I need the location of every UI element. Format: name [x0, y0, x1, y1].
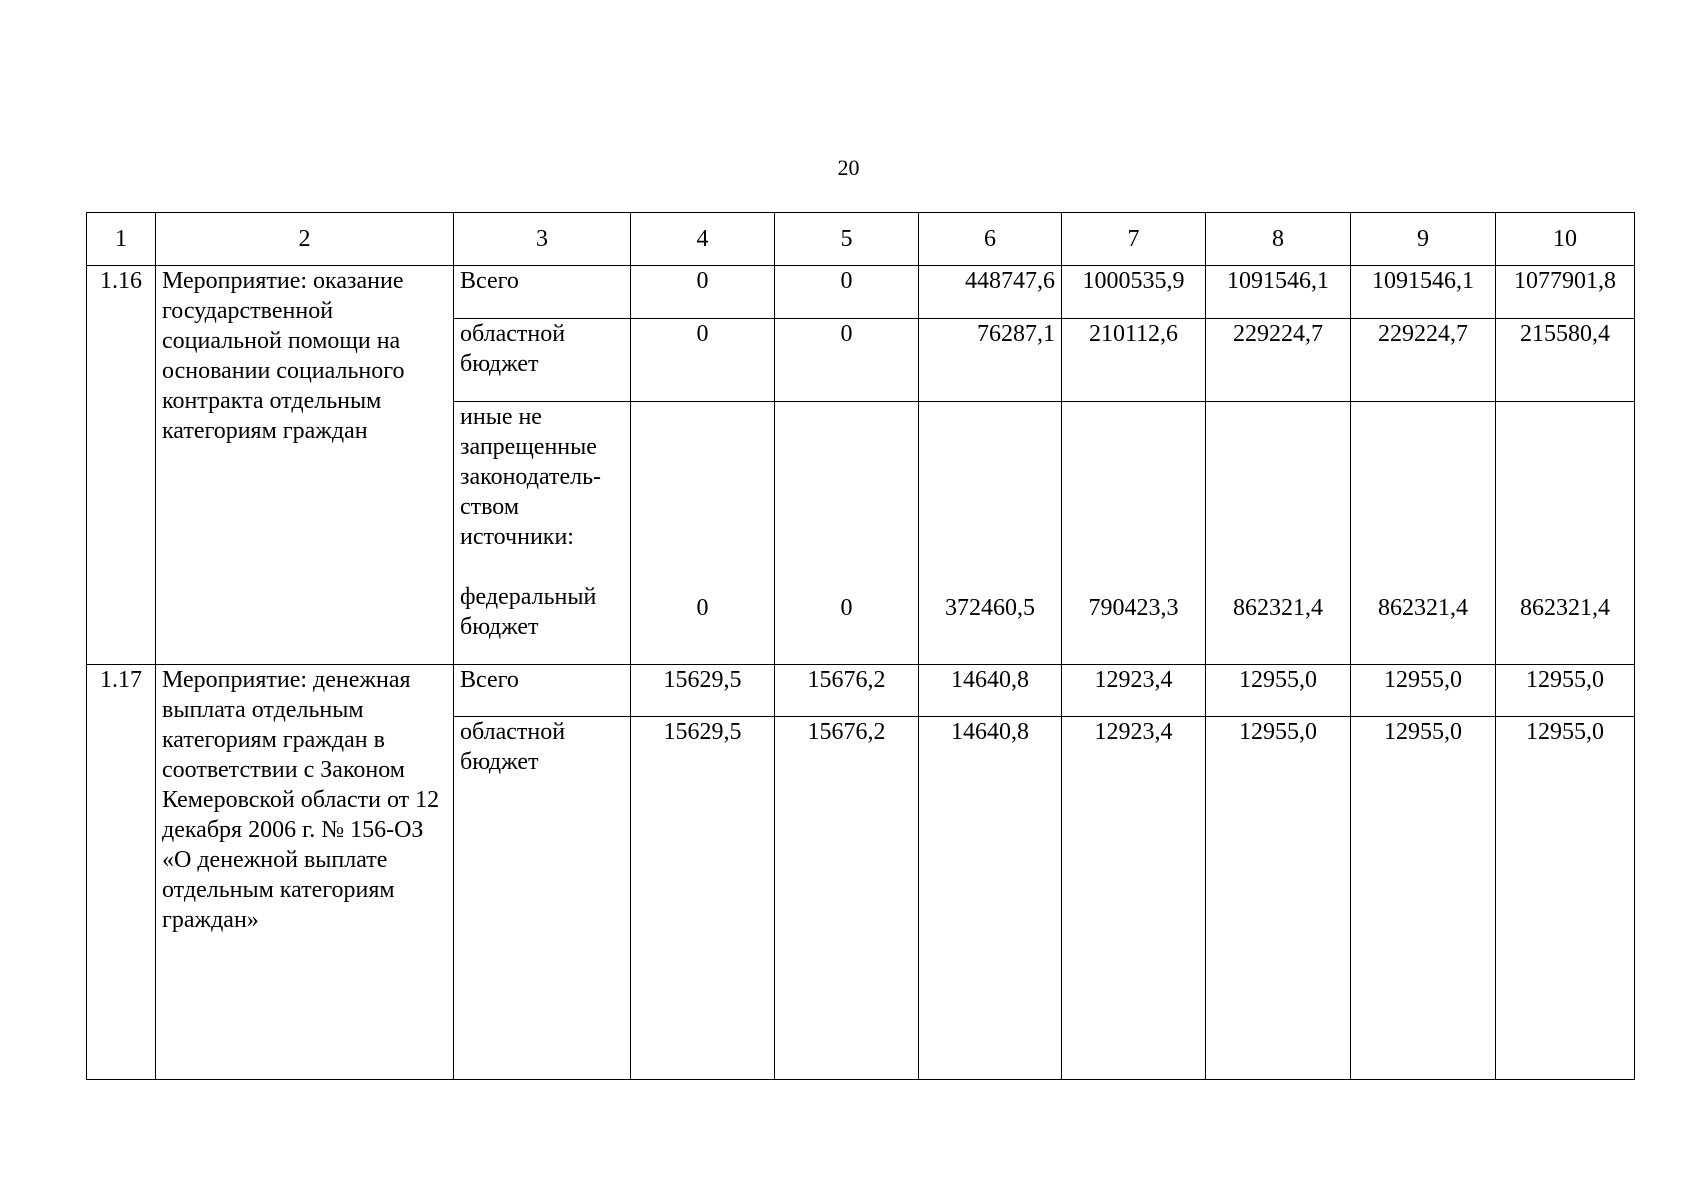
value-cell: 1077901,8 [1496, 266, 1635, 319]
value-cell: 862321,4 [1351, 402, 1496, 665]
page-number: 20 [837, 155, 860, 180]
column-header: 10 [1496, 213, 1635, 266]
column-header: 4 [631, 213, 775, 266]
funding-source-label: федеральный бюджет [460, 584, 597, 640]
value-cell: 14640,8 [919, 717, 1062, 1080]
row-index: 1.17 [87, 665, 156, 1080]
column-header: 9 [1351, 213, 1496, 266]
value-cell: 1091546,1 [1351, 266, 1496, 319]
row-index: 1.16 [87, 266, 156, 665]
row-description: Мероприятие: денежная выплата отдельным категориям граждан в соответствии с Законом Кемеровской области от 12 декабря 2006 г. № 156-ОЗ «О денежной выплате отдельным категориям граждан» [156, 665, 454, 1080]
value-cell: 15676,2 [775, 717, 919, 1080]
value-cell: 210112,6 [1062, 319, 1206, 402]
value-cell: 12923,4 [1062, 717, 1206, 1080]
value-cell: 0 [775, 402, 919, 665]
value-cell: 15629,5 [631, 717, 775, 1080]
value-cell: 0 [775, 266, 919, 319]
value-cell: 12955,0 [1206, 665, 1351, 717]
column-header-row [87, 213, 1635, 266]
value-cell: 12955,0 [1351, 717, 1496, 1080]
row-description: Мероприятие: оказание государственной социальной помощи на основании социального контракта отдельным категориям граждан [156, 266, 454, 665]
column-header: 8 [1206, 213, 1351, 266]
funding-source: Всего [454, 266, 631, 319]
value-cell: 12955,0 [1206, 717, 1351, 1080]
funding-source: областной бюджет [454, 717, 631, 1080]
column-header: 5 [775, 213, 919, 266]
value-cell: 14640,8 [919, 665, 1062, 717]
value-cell: 1000535,9 [1062, 266, 1206, 319]
column-header: 6 [919, 213, 1062, 266]
value-cell: 0 [775, 319, 919, 402]
table-row [87, 266, 1635, 319]
funding-source: Всего [454, 665, 631, 717]
funding-source: областной бюджет [454, 319, 631, 402]
value-cell: 0 [631, 319, 775, 402]
value-cell: 1091546,1 [1206, 266, 1351, 319]
value-cell: 448747,6 [919, 266, 1062, 319]
funding-source [454, 402, 631, 665]
value-cell: 15629,5 [631, 665, 775, 717]
column-header: 3 [454, 213, 631, 266]
budget-table [86, 212, 1635, 1080]
value-cell: 862321,4 [1206, 402, 1351, 665]
column-header: 7 [1062, 213, 1206, 266]
value-cell: 76287,1 [919, 319, 1062, 402]
table-row [87, 665, 1635, 717]
value-cell: 12955,0 [1351, 665, 1496, 717]
value-cell: 372460,5 [919, 402, 1062, 665]
value-cell: 12955,0 [1496, 665, 1635, 717]
value-cell: 0 [631, 266, 775, 319]
value-cell: 790423,3 [1062, 402, 1206, 665]
value-cell: 229224,7 [1206, 319, 1351, 402]
value-cell: 0 [631, 402, 775, 665]
value-cell: 229224,7 [1351, 319, 1496, 402]
value-cell: 12923,4 [1062, 665, 1206, 717]
column-header: 1 [87, 213, 156, 266]
funding-source-intro: иные не запрещенные законодатель-ством источники: [460, 404, 602, 550]
value-cell: 862321,4 [1496, 402, 1635, 665]
value-cell: 215580,4 [1496, 319, 1635, 402]
value-cell: 15676,2 [775, 665, 919, 717]
column-header: 2 [156, 213, 454, 266]
value-cell: 12955,0 [1496, 717, 1635, 1080]
